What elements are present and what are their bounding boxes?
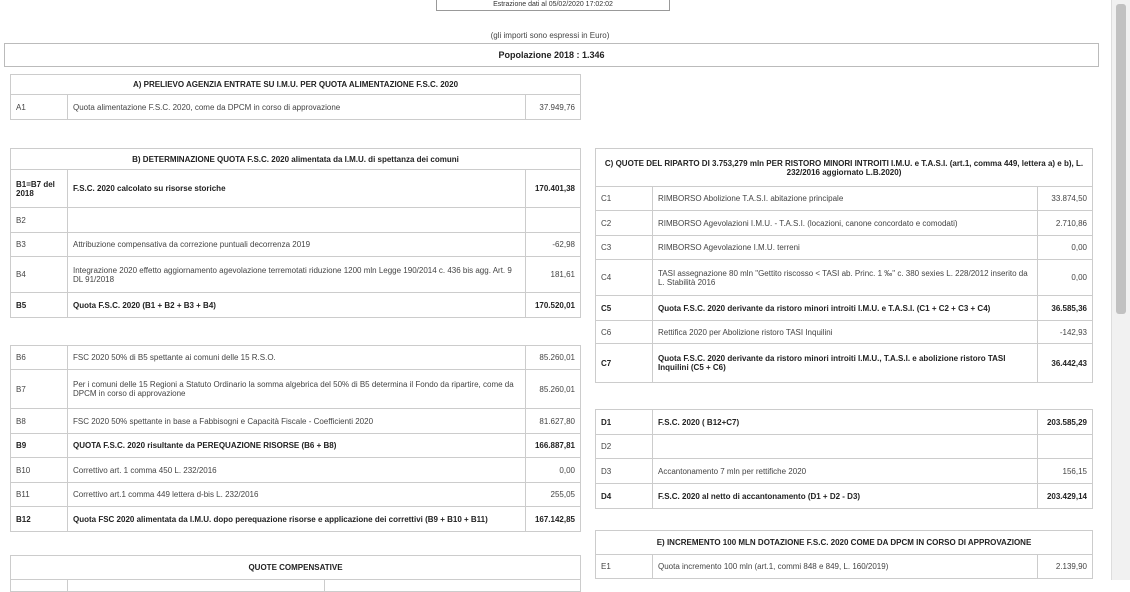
row-code: B10 xyxy=(11,458,68,483)
row-value: 255,05 xyxy=(526,483,581,507)
table-row xyxy=(11,170,581,208)
row-description: Quota alimentazione F.S.C. 2020, come da DPCM in corso di approvazione xyxy=(68,95,526,120)
row-code: D1 xyxy=(596,410,653,435)
section-b-title: B) DETERMINAZIONE QUOTA F.S.C. 2020 alimentata da I.M.U. di spettanza dei comuni xyxy=(11,149,581,170)
table-row xyxy=(596,459,1093,484)
row-description: Attribuzione compensativa da correzione puntuali decorrenza 2019 xyxy=(68,233,526,257)
row-code: B5 xyxy=(11,293,68,318)
table-row xyxy=(596,260,1093,296)
table-row xyxy=(11,483,581,507)
row-description: TASI assegnazione 80 mln "Gettito riscosso < TASI ab. Princ. 1 ‰" c. 380 sexies L. 228/2012 inserito da L. Stabilità 2016 xyxy=(653,260,1038,296)
population-header: Popolazione 2018 : 1.346 xyxy=(4,43,1099,67)
section-e-rows xyxy=(596,555,1093,579)
row-code: B9 xyxy=(11,434,68,458)
row-description: F.S.C. 2020 ( B12+C7) xyxy=(653,410,1038,435)
table-row xyxy=(596,236,1093,260)
row-description: Correttivo art.1 comma 449 lettera d-bis L. 232/2016 xyxy=(68,483,526,507)
row-value: -62,98 xyxy=(526,233,581,257)
row-description: QUOTA F.S.C. 2020 risultante da PEREQUAZIONE RISORSE (B6 + B8) xyxy=(68,434,526,458)
section-d-rows xyxy=(596,410,1093,509)
table-row xyxy=(11,434,581,458)
row-description: Quota F.S.C. 2020 derivante da ristoro minori introiti I.M.U., T.A.S.I. e abolizione ristoro TASI Inquilini (C5 + C6) xyxy=(653,344,1038,383)
table-row xyxy=(596,435,1093,459)
row-code: C7 xyxy=(596,344,653,383)
row-value: 85.260,01 xyxy=(526,346,581,370)
row-description: Accantonamento 7 mln per rettifiche 2020 xyxy=(653,459,1038,484)
row-description: Quota incremento 100 mln (art.1, commi 848 e 849, L. 160/2019) xyxy=(653,555,1038,579)
row-code: C1 xyxy=(596,187,653,211)
row-description xyxy=(68,208,526,233)
row-value: 203.585,29 xyxy=(1038,410,1093,435)
quote-compensative-table xyxy=(10,555,581,592)
table-row xyxy=(11,346,581,370)
table-row xyxy=(11,409,581,434)
row-value: 0,00 xyxy=(1038,236,1093,260)
qc-empty-desc xyxy=(68,580,325,592)
section-e-table xyxy=(595,530,1093,579)
row-description: Correttivo art. 1 comma 450 L. 232/2016 xyxy=(68,458,526,483)
quote-compensative-title: QUOTE COMPENSATIVE xyxy=(11,556,581,580)
row-value: 0,00 xyxy=(1038,260,1093,296)
row-description: F.S.C. 2020 al netto di accantonamento (D1 + D2 - D3) xyxy=(653,484,1038,509)
vertical-scrollbar[interactable] xyxy=(1111,0,1130,580)
row-code: B7 xyxy=(11,370,68,409)
table-row xyxy=(596,187,1093,211)
section-a-rows xyxy=(11,95,581,120)
extraction-date: Estrazione dati al 05/02/2020 17:02:02 xyxy=(436,0,670,11)
section-b-rows xyxy=(11,170,581,318)
row-code: B1=B7 del 2018 xyxy=(11,170,68,208)
row-code: D3 xyxy=(596,459,653,484)
row-value: 2.139,90 xyxy=(1038,555,1093,579)
row-code: C6 xyxy=(596,321,653,344)
row-code: C3 xyxy=(596,236,653,260)
row-value: 2.710,86 xyxy=(1038,211,1093,236)
row-code: B6 xyxy=(11,346,68,370)
qc-empty-code xyxy=(11,580,68,592)
section-c-rows xyxy=(596,187,1093,383)
table-row xyxy=(11,257,581,293)
row-description: RIMBORSO Abolizione T.A.S.I. abitazione principale xyxy=(653,187,1038,211)
row-description: Rettifica 2020 per Abolizione ristoro TASI Inquilini xyxy=(653,321,1038,344)
row-code: B8 xyxy=(11,409,68,434)
section-c-title: C) QUOTE DEL RIPARTO DI 3.753,279 mln PER RISTORO MINORI INTROITI I.M.U. e T.A.S.I. (art.1, comma 449, lettera a) e b), L. 232/2016 aggiornato L.B.2020) xyxy=(596,149,1093,187)
row-code: C5 xyxy=(596,296,653,321)
row-value xyxy=(1038,435,1093,459)
row-description: Quota FSC 2020 alimentata da I.M.U. dopo perequazione risorse e applicazione dei correttivi (B9 + B10 + B11) xyxy=(68,507,526,532)
row-description: FSC 2020 50% di B5 spettante ai comuni delle 15 R.S.O. xyxy=(68,346,526,370)
section-a-title: A) PRELIEVO AGENZIA ENTRATE SU I.M.U. PER QUOTA ALIMENTAZIONE F.S.C. 2020 xyxy=(11,75,581,95)
row-value: 36.585,36 xyxy=(1038,296,1093,321)
section-b2-rows xyxy=(11,346,581,532)
row-value: 170.520,01 xyxy=(526,293,581,318)
table-row xyxy=(596,211,1093,236)
table-row xyxy=(596,484,1093,509)
row-description: Integrazione 2020 effetto aggiornamento agevolazione terremotati riduzione 1200 mln Legge 190/2014 c. 436 bis agg. Art. 9 DL 91/2018 xyxy=(68,257,526,293)
row-code: B3 xyxy=(11,233,68,257)
row-code: C2 xyxy=(596,211,653,236)
table-row xyxy=(11,208,581,233)
row-description: Quota F.S.C. 2020 derivante da ristoro minori introiti I.M.U. e T.A.S.I. (C1 + C2 + C3 + C4) xyxy=(653,296,1038,321)
table-row xyxy=(596,410,1093,435)
row-value: 85.260,01 xyxy=(526,370,581,409)
row-code: C4 xyxy=(596,260,653,296)
currency-note: (gli importi sono espressi in Euro) xyxy=(490,31,610,40)
table-row xyxy=(596,344,1093,383)
scrollbar-thumb[interactable] xyxy=(1116,4,1126,314)
table-row xyxy=(596,555,1093,579)
section-b-table xyxy=(10,148,581,318)
row-value: 156,15 xyxy=(1038,459,1093,484)
row-description: RIMBORSO Agevolazione I.M.U. terreni xyxy=(653,236,1038,260)
row-code: A1 xyxy=(11,95,68,120)
row-value xyxy=(526,208,581,233)
row-code: B11 xyxy=(11,483,68,507)
section-b2-table xyxy=(10,345,581,532)
table-row xyxy=(596,321,1093,344)
section-c-table xyxy=(595,148,1093,383)
row-description: F.S.C. 2020 calcolato su risorse storiche xyxy=(68,170,526,208)
row-value: 36.442,43 xyxy=(1038,344,1093,383)
section-a-table xyxy=(10,74,581,120)
row-description: FSC 2020 50% spettante in base a Fabbisogni e Capacità Fiscale - Coefficienti 2020 xyxy=(68,409,526,434)
row-value: 0,00 xyxy=(526,458,581,483)
row-description xyxy=(653,435,1038,459)
row-code: B2 xyxy=(11,208,68,233)
row-description: Quota F.S.C. 2020 (B1 + B2 + B3 + B4) xyxy=(68,293,526,318)
row-code: D2 xyxy=(596,435,653,459)
row-value: 166.887,81 xyxy=(526,434,581,458)
section-d-table xyxy=(595,409,1093,509)
row-code: B12 xyxy=(11,507,68,532)
row-value: 81.627,80 xyxy=(526,409,581,434)
section-e-title: E) INCREMENTO 100 MLN DOTAZIONE F.S.C. 2020 COME DA DPCM IN CORSO DI APPROVAZIONE xyxy=(596,531,1093,555)
row-value: 167.142,85 xyxy=(526,507,581,532)
row-code: E1 xyxy=(596,555,653,579)
table-row xyxy=(11,370,581,409)
table-row xyxy=(11,293,581,318)
row-description: Per i comuni delle 15 Regioni a Statuto Ordinario la somma algebrica del 50% di B5 determina il Fondo da ripartire, come da DPCM in corso di approvazione xyxy=(68,370,526,409)
table-row xyxy=(11,95,581,120)
table-row xyxy=(11,458,581,483)
row-code: D4 xyxy=(596,484,653,509)
row-value: 181,61 xyxy=(526,257,581,293)
row-value: 37.949,76 xyxy=(526,95,581,120)
table-row xyxy=(11,507,581,532)
table-row xyxy=(11,233,581,257)
row-value: 170.401,38 xyxy=(526,170,581,208)
table-row xyxy=(596,296,1093,321)
row-value: 203.429,14 xyxy=(1038,484,1093,509)
qc-empty-value xyxy=(324,580,581,592)
row-description: RIMBORSO Agevolazioni I.M.U. - T.A.S.I. (locazioni, canone concordato e comodati) xyxy=(653,211,1038,236)
row-code: B4 xyxy=(11,257,68,293)
row-value: 33.874,50 xyxy=(1038,187,1093,211)
row-value: -142,93 xyxy=(1038,321,1093,344)
